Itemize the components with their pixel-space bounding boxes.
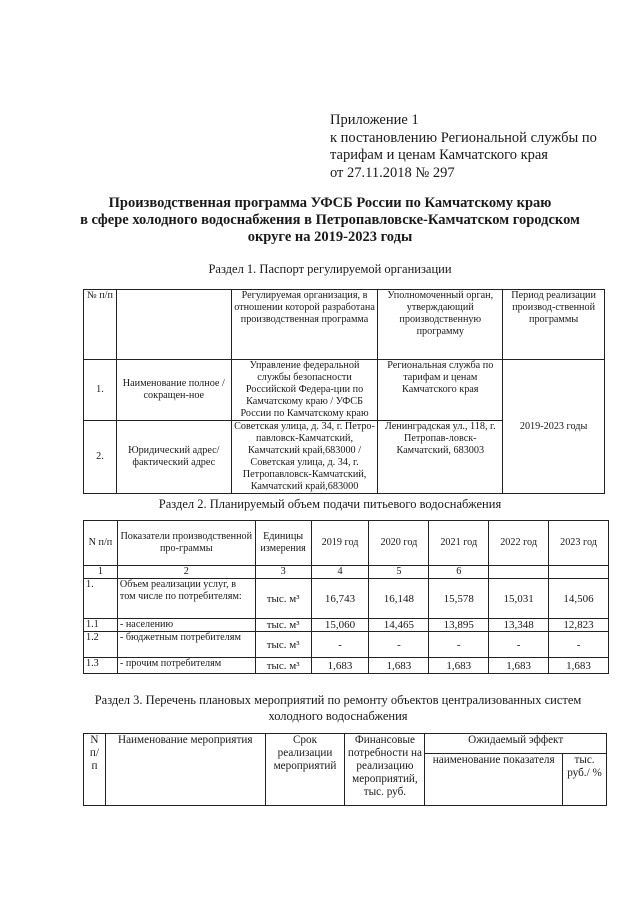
value-cell: 14,465 (369, 619, 429, 632)
value-cell: 1,683 (429, 658, 489, 674)
org-cell: Советская улица, д. 34, г. Петро-павловск-Камчатский, Камчатский край,683000 / Советская улица, д. 34, г. Петропавловск-Камчатский, Камчатский край,683000 (231, 421, 378, 494)
row-label: - бюджетным потребителям (117, 632, 255, 658)
header-cell: Единицы измерения (255, 521, 311, 566)
table-row (84, 658, 609, 674)
header-cell: 2020 год (369, 521, 429, 566)
value-cell: 16,148 (369, 579, 429, 619)
table-row (84, 579, 609, 619)
value-cell: 15,578 (429, 579, 489, 619)
document-title (40, 195, 620, 246)
measures-table (83, 733, 607, 806)
value-cell: 1,683 (489, 658, 549, 674)
header-cell: Ожидаемый эффект (425, 734, 607, 754)
index-cell: 2 (117, 566, 255, 579)
row-label: Наименование полное / сокращен-ное (116, 360, 231, 421)
header-cell (116, 290, 231, 360)
index-cell: 4 (311, 566, 369, 579)
org-cell: Управление федеральной службы безопасности Российской Федера-ции по Камчатскому краю / УФСБ России по Камчатскому краю (231, 360, 378, 421)
table-row (84, 632, 609, 658)
appendix-date: от 27.11.2018 № 297 (330, 164, 455, 181)
passport-table (83, 289, 605, 494)
value-cell: - (489, 632, 549, 658)
index-cell: 5 (369, 566, 429, 579)
table-row (84, 619, 609, 632)
header-cell: наименование показателя (425, 754, 563, 806)
value-cell: - (429, 632, 489, 658)
title-line: в сфере холодного водоснабжения в Петропавловске-Камчатском городском (80, 212, 580, 228)
value-cell: 12,823 (549, 619, 609, 632)
row-label: - населению (117, 619, 255, 632)
period-cell: 2019-2023 годы (503, 360, 605, 494)
row-number: 1. (84, 579, 118, 619)
header-cell: Уполномоченный орган, утверждающий производственную программу (378, 290, 503, 360)
header-cell: Срок реализации мероприятий (265, 734, 345, 806)
value-cell: 13,895 (429, 619, 489, 632)
header-cell: Период реализации производ-ственной программы (503, 290, 605, 360)
unit-cell: тыс. м³ (255, 658, 311, 674)
index-cell: 1 (84, 566, 118, 579)
row-label: - прочим потребителям (117, 658, 255, 674)
index-cell: 3 (255, 566, 311, 579)
header-cell: N п/ п (84, 734, 106, 806)
table-header-row (84, 290, 605, 360)
value-cell: 1,683 (369, 658, 429, 674)
appendix-title: Приложение 1 (330, 112, 419, 128)
header-cell: Регулируемая организация, в отношении которой разработана производственная программа (231, 290, 378, 360)
header-cell: Наименование мероприятия (105, 734, 265, 806)
header-cell: 2021 год (429, 521, 489, 566)
header-cell: тыс. руб./ % (563, 754, 607, 806)
value-cell: 15,031 (489, 579, 549, 619)
header-cell: N п/п (84, 521, 118, 566)
section1-heading: Раздел 1. Паспорт регулируемой организации (208, 262, 452, 276)
title-line: Производственная программа УФСБ России по Камчатскому краю (108, 195, 552, 211)
header-cell: Финансовые потребности на реализацию мероприятий, тыс. руб. (345, 734, 425, 806)
row-label: Объем реализации услуг, в том числе по потребителям: (117, 579, 255, 619)
value-cell: - (311, 632, 369, 658)
header-cell: Показатели производственной про-граммы (117, 521, 255, 566)
value-cell: - (549, 632, 609, 658)
value-cell: 1,683 (311, 658, 369, 674)
index-row (84, 566, 609, 579)
row-number: 1.3 (84, 658, 118, 674)
value-cell: 16,743 (311, 579, 369, 619)
row-number: 1.1 (84, 619, 118, 632)
row-number: 1.2 (84, 632, 118, 658)
appendix-line: тарифам и ценам Камчатского края (330, 147, 548, 163)
unit-cell: тыс. м³ (255, 632, 311, 658)
header-cell: 2023 год (549, 521, 609, 566)
table-row (84, 360, 605, 421)
value-cell: 13,348 (489, 619, 549, 632)
value-cell: 1,683 (549, 658, 609, 674)
appendix-line: к постановлению Региональной службы по (330, 129, 597, 146)
row-label: Юридический адрес/фактический адрес (116, 421, 231, 494)
value-cell: 15,060 (311, 619, 369, 632)
title-line: округе на 2019-2023 годы (247, 229, 413, 245)
header-cell: № п/п (84, 290, 117, 360)
volume-table (83, 520, 609, 674)
authority-cell: Ленинградская ул., 118, г. Петропав-ловск-Камчатский, 683003 (378, 421, 503, 494)
value-cell: - (369, 632, 429, 658)
header-cell: 2019 год (311, 521, 369, 566)
value-cell: 14,506 (549, 579, 609, 619)
index-cell (549, 566, 609, 579)
row-number: 2. (84, 421, 117, 494)
appendix-header (330, 112, 630, 182)
header-cell: 2022 год (489, 521, 549, 566)
index-cell (489, 566, 549, 579)
table-header-row (84, 734, 607, 754)
section3-heading: Раздел 3. Перечень плановых мероприятий по ремонту объектов централизованных систем холодного водоснабжения (94, 693, 582, 723)
row-number: 1. (84, 360, 117, 421)
table-header-row (84, 521, 609, 566)
index-cell: 6 (429, 566, 489, 579)
authority-cell: Региональная служба по тарифам и ценам Камчатского края (378, 360, 503, 421)
unit-cell: тыс. м³ (255, 619, 311, 632)
section2-heading: Раздел 2. Планируемый объем подачи питьевого водоснабжения (158, 497, 502, 511)
unit-cell: тыс. м³ (255, 579, 311, 619)
